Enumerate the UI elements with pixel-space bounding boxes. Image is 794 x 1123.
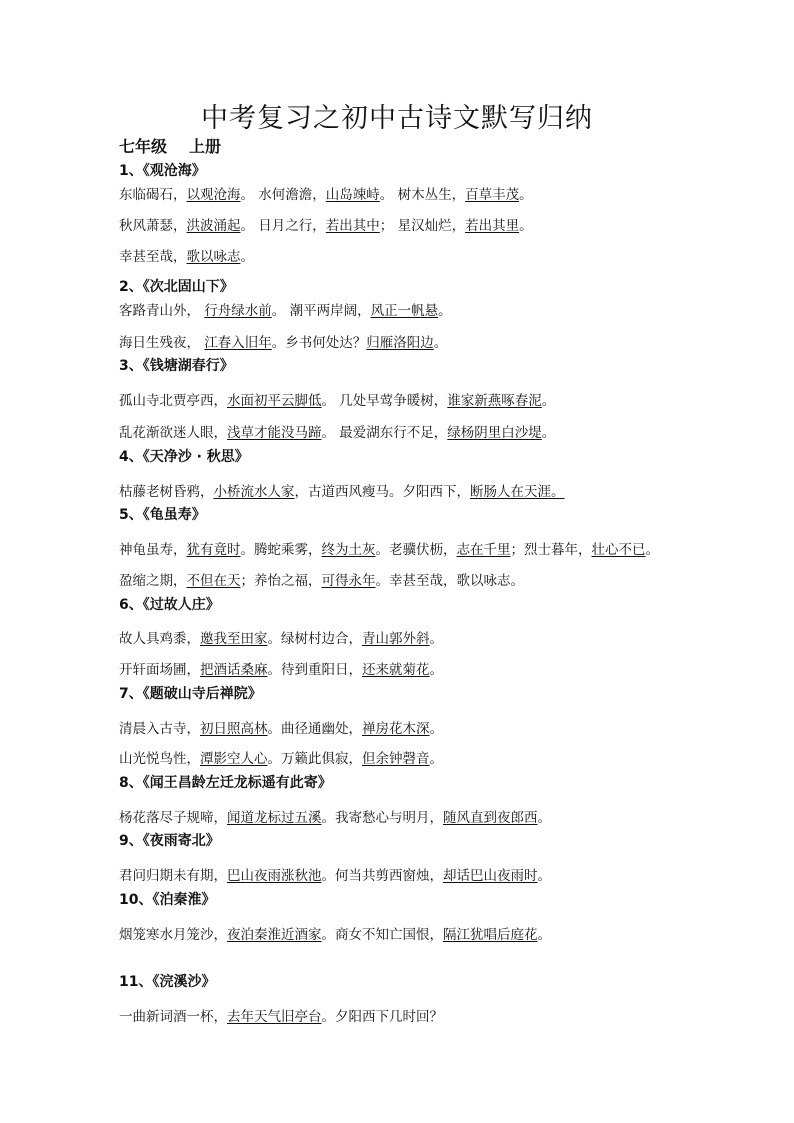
poem-line <box>119 389 555 409</box>
line-text: ，古道西风瘦马。夕阳西下， <box>294 484 470 500</box>
poem-heading: 5、《龟虽寿》 <box>119 507 206 523</box>
answer-blank: 小桥流水人家 <box>213 484 295 500</box>
answer-blank: 犹有竟时 <box>186 542 241 558</box>
answer-blank: 洪波涌起 <box>186 218 241 234</box>
line-text: 。商女不知亡国恨， <box>321 927 443 943</box>
answer-blank: 闻道龙标过五溪 <box>227 810 322 826</box>
answer-blank: 不但在天 <box>186 573 241 589</box>
answer-blank: 断肠人在天涯。 <box>470 484 565 500</box>
poem-heading: 9、《夜雨寄北》 <box>119 833 220 849</box>
line-text: 盈缩之期， <box>119 573 187 589</box>
answer-blank: 山岛竦峙 <box>325 187 380 203</box>
poem-heading: 4、《天净沙 · 秋思》 <box>119 449 249 465</box>
line-text: 。幸甚至哉，歌以咏志。 <box>375 573 524 589</box>
line-text: 秋风萧瑟， <box>119 218 187 234</box>
line-text: 。万籁此俱寂， <box>267 751 362 767</box>
poem-line <box>119 245 254 265</box>
answer-blank: 却话巴山夜雨时 <box>443 868 538 884</box>
poem-heading: 2、《次北固山下》 <box>119 279 234 295</box>
poem-heading: 7、《题破山寺后禅院》 <box>119 686 262 702</box>
line-text: 。 <box>645 542 659 558</box>
line-text: 神龟虽寿， <box>119 542 187 558</box>
answer-blank: 若出其里 <box>465 218 520 234</box>
answer-blank: 水面初平云脚低 <box>227 393 322 409</box>
line-text: 清晨入古寺， <box>119 721 200 737</box>
answer-blank: 以观沧海 <box>186 187 241 203</box>
poem-line <box>119 627 443 647</box>
poem-line <box>119 1005 443 1025</box>
poem-line <box>119 747 443 767</box>
poem-line <box>119 331 447 351</box>
answer-blank: 邀我至田家 <box>200 631 268 647</box>
answer-blank: 行舟绿水前 <box>204 303 272 319</box>
line-text: 山光悦鸟性， <box>119 751 200 767</box>
answer-blank: 把酒话桑麻 <box>200 662 268 678</box>
answer-blank: 还来就菊花 <box>362 662 430 678</box>
poem-line <box>119 183 533 203</box>
line-text: 。 <box>537 868 551 884</box>
line-text: 。 潮平两岸阔， <box>271 303 371 319</box>
line-text: 。 <box>519 218 533 234</box>
line-text: 。 <box>429 721 443 737</box>
line-text: ；养怡之福， <box>240 573 322 589</box>
line-text: 。 <box>537 810 551 826</box>
grade-heading <box>119 134 221 157</box>
line-text: 孤山寺北贾亭西， <box>119 393 227 409</box>
poem-heading: 8、《闻王昌龄左迁龙标遥有此寄》 <box>119 775 332 791</box>
poem-line <box>119 480 565 500</box>
answer-blank: 终为土灰 <box>321 542 376 558</box>
line-text: 。 日月之行， <box>240 218 326 234</box>
line-text: 。腾蛇乘雾， <box>240 542 322 558</box>
poem-heading: 11、《浣溪沙》 <box>119 974 216 990</box>
line-text: 。待到重阳日， <box>267 662 362 678</box>
line-text: 。曲径通幽处， <box>267 721 362 737</box>
line-text: 。何当共剪西窗烛， <box>321 868 443 884</box>
line-text: 。 <box>438 303 452 319</box>
answer-blank: 若出其中 <box>325 218 380 234</box>
poem-line <box>119 923 551 943</box>
grade-label: 七年级 <box>119 137 168 156</box>
line-text: 杨花落尽子规啼， <box>119 810 227 826</box>
line-text: 。 <box>541 393 556 409</box>
line-text: 开轩面场圃， <box>119 662 200 678</box>
answer-blank: 禅房花木深 <box>362 721 430 737</box>
line-text: 。 <box>541 425 556 441</box>
answer-blank: 歌以咏志 <box>186 249 241 265</box>
answer-blank: 初日照高林 <box>200 721 268 737</box>
answer-blank: 志在千里 <box>456 542 511 558</box>
line-text: 。 树木丛生， <box>379 187 466 203</box>
answer-blank: 百草丰茂 <box>465 187 520 203</box>
line-text: 。 <box>519 187 533 203</box>
line-text: 。 <box>433 335 448 351</box>
answer-blank: 潭影空人心 <box>200 751 268 767</box>
answer-blank: 可得永年 <box>321 573 376 589</box>
line-text: 。乡书何处达？ <box>271 335 367 351</box>
answer-blank: 壮心不已 <box>591 542 646 558</box>
line-text: 海日生残夜， <box>119 335 205 351</box>
line-text: 。 <box>429 751 443 767</box>
line-text: 烟笼寒水月笼沙， <box>119 927 227 943</box>
line-text: 故人具鸡黍， <box>119 631 200 647</box>
poem-line <box>119 806 551 826</box>
answer-blank: 随风直到夜郎西 <box>443 810 538 826</box>
line-text: 枯藤老树昏鸦， <box>119 484 214 500</box>
line-text: 。我寄愁心与明月， <box>321 810 443 826</box>
page-title: 中考复习之初中古诗文默写归纳 <box>201 103 593 134</box>
line-text: 。 <box>429 662 443 678</box>
poem-line <box>119 421 555 441</box>
line-text: 君问归期未有期， <box>119 868 227 884</box>
poem-line <box>119 299 452 319</box>
answer-blank: 江春入旧年 <box>204 335 272 351</box>
answer-blank: 绿杨阴里白沙堤 <box>447 425 542 441</box>
line-text: 。 <box>537 927 551 943</box>
answer-blank: 巴山夜雨涨秋池 <box>227 868 322 884</box>
answer-blank: 风正一帆悬 <box>370 303 439 319</box>
poem-line <box>119 538 659 558</box>
poem-line <box>119 717 443 737</box>
answer-blank: 隔江犹唱后庭花 <box>443 927 538 943</box>
poem-heading: 3、《钱塘湖春行》 <box>119 358 234 374</box>
poem-line <box>119 658 443 678</box>
poem-heading: 6、《过故人庄》 <box>119 597 220 613</box>
answer-blank: 谁家新燕啄春泥 <box>447 393 542 409</box>
line-text: 。 <box>429 631 443 647</box>
answer-blank: 青山郭外斜 <box>362 631 430 647</box>
poem-heading: 1、《观沧海》 <box>119 163 206 179</box>
poem-line <box>119 864 551 884</box>
line-text: 。 最爱湖东行不足， <box>321 425 448 441</box>
line-text: 客路青山外， <box>119 303 205 319</box>
volume-label: 上册 <box>189 137 222 156</box>
line-text: 。 <box>240 249 254 265</box>
line-text: 东临碣石， <box>119 187 187 203</box>
answer-blank: 夜泊秦淮近酒家 <box>227 927 322 943</box>
line-text: 幸甚至哉， <box>119 249 187 265</box>
line-text: 。绿树村边合， <box>267 631 362 647</box>
line-text: 。 水何澹澹， <box>240 187 326 203</box>
poem-line <box>119 569 524 589</box>
line-text: 。 几处早莺争暖树， <box>321 393 448 409</box>
line-text: ； 星汉灿烂， <box>379 218 466 234</box>
poem-line <box>119 214 533 234</box>
answer-blank: 归雁洛阳边 <box>366 335 434 351</box>
line-text: 。老骥伏枥， <box>375 542 457 558</box>
answer-blank: 浅草才能没马蹄 <box>227 425 322 441</box>
line-text: ；烈士暮年， <box>510 542 592 558</box>
answer-blank: 但余钟磬音 <box>362 751 430 767</box>
answer-blank: 去年天气旧亭台 <box>227 1009 322 1025</box>
line-text: 。夕阳西下几时回？ <box>321 1009 443 1025</box>
poem-heading: 10、《泊秦淮》 <box>119 892 216 908</box>
line-text: 乱花渐欲迷人眼， <box>119 425 227 441</box>
line-text: 一曲新词酒一杯， <box>119 1009 227 1025</box>
